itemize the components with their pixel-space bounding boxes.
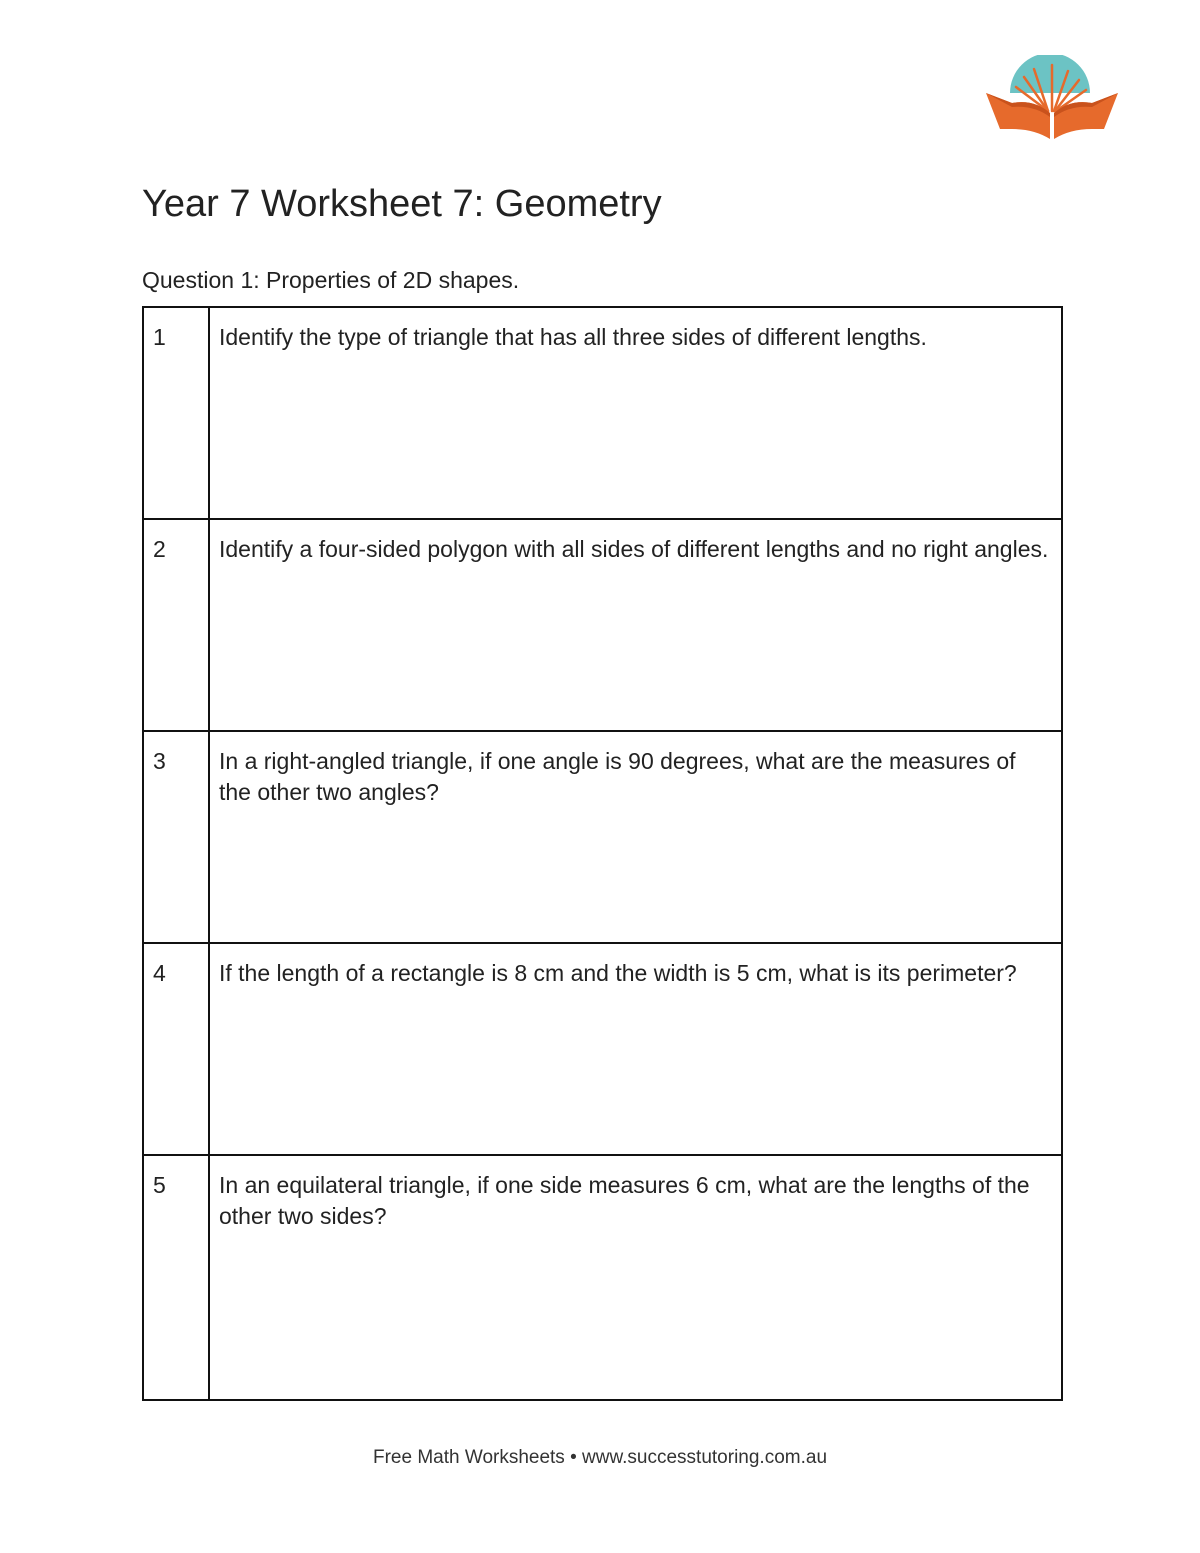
question-number: 1 [143,307,209,519]
questions-table [142,306,1063,1401]
question-row [143,731,1062,943]
question-number: 2 [143,519,209,731]
question-text: In an equilateral triangle, if one side measures 6 cm, what are the lengths of the other two sides? [209,1155,1062,1400]
page-footer: Free Math Worksheets • www.successtutoring.com.au [372,1447,828,1468]
question-text: In a right-angled triangle, if one angle is 90 degrees, what are the measures of the other two angles? [209,731,1062,943]
question-number: 3 [143,731,209,943]
question-heading: Question 1: Properties of 2D shapes. [142,267,520,293]
question-row [143,307,1062,519]
question-number: 4 [143,943,209,1155]
open-book-sun-logo-icon [982,55,1122,145]
question-text: If the length of a rectangle is 8 cm and the width is 5 cm, what is its perimeter? [209,943,1062,1155]
question-row [143,1155,1062,1400]
question-text: Identify the type of triangle that has all three sides of different lengths. [209,307,1062,519]
page-title: Year 7 Worksheet 7: Geometry [142,183,662,225]
question-row [143,519,1062,731]
question-row [143,943,1062,1155]
question-text: Identify a four-sided polygon with all sides of different lengths and no right angles. [209,519,1062,731]
question-number: 5 [143,1155,209,1400]
